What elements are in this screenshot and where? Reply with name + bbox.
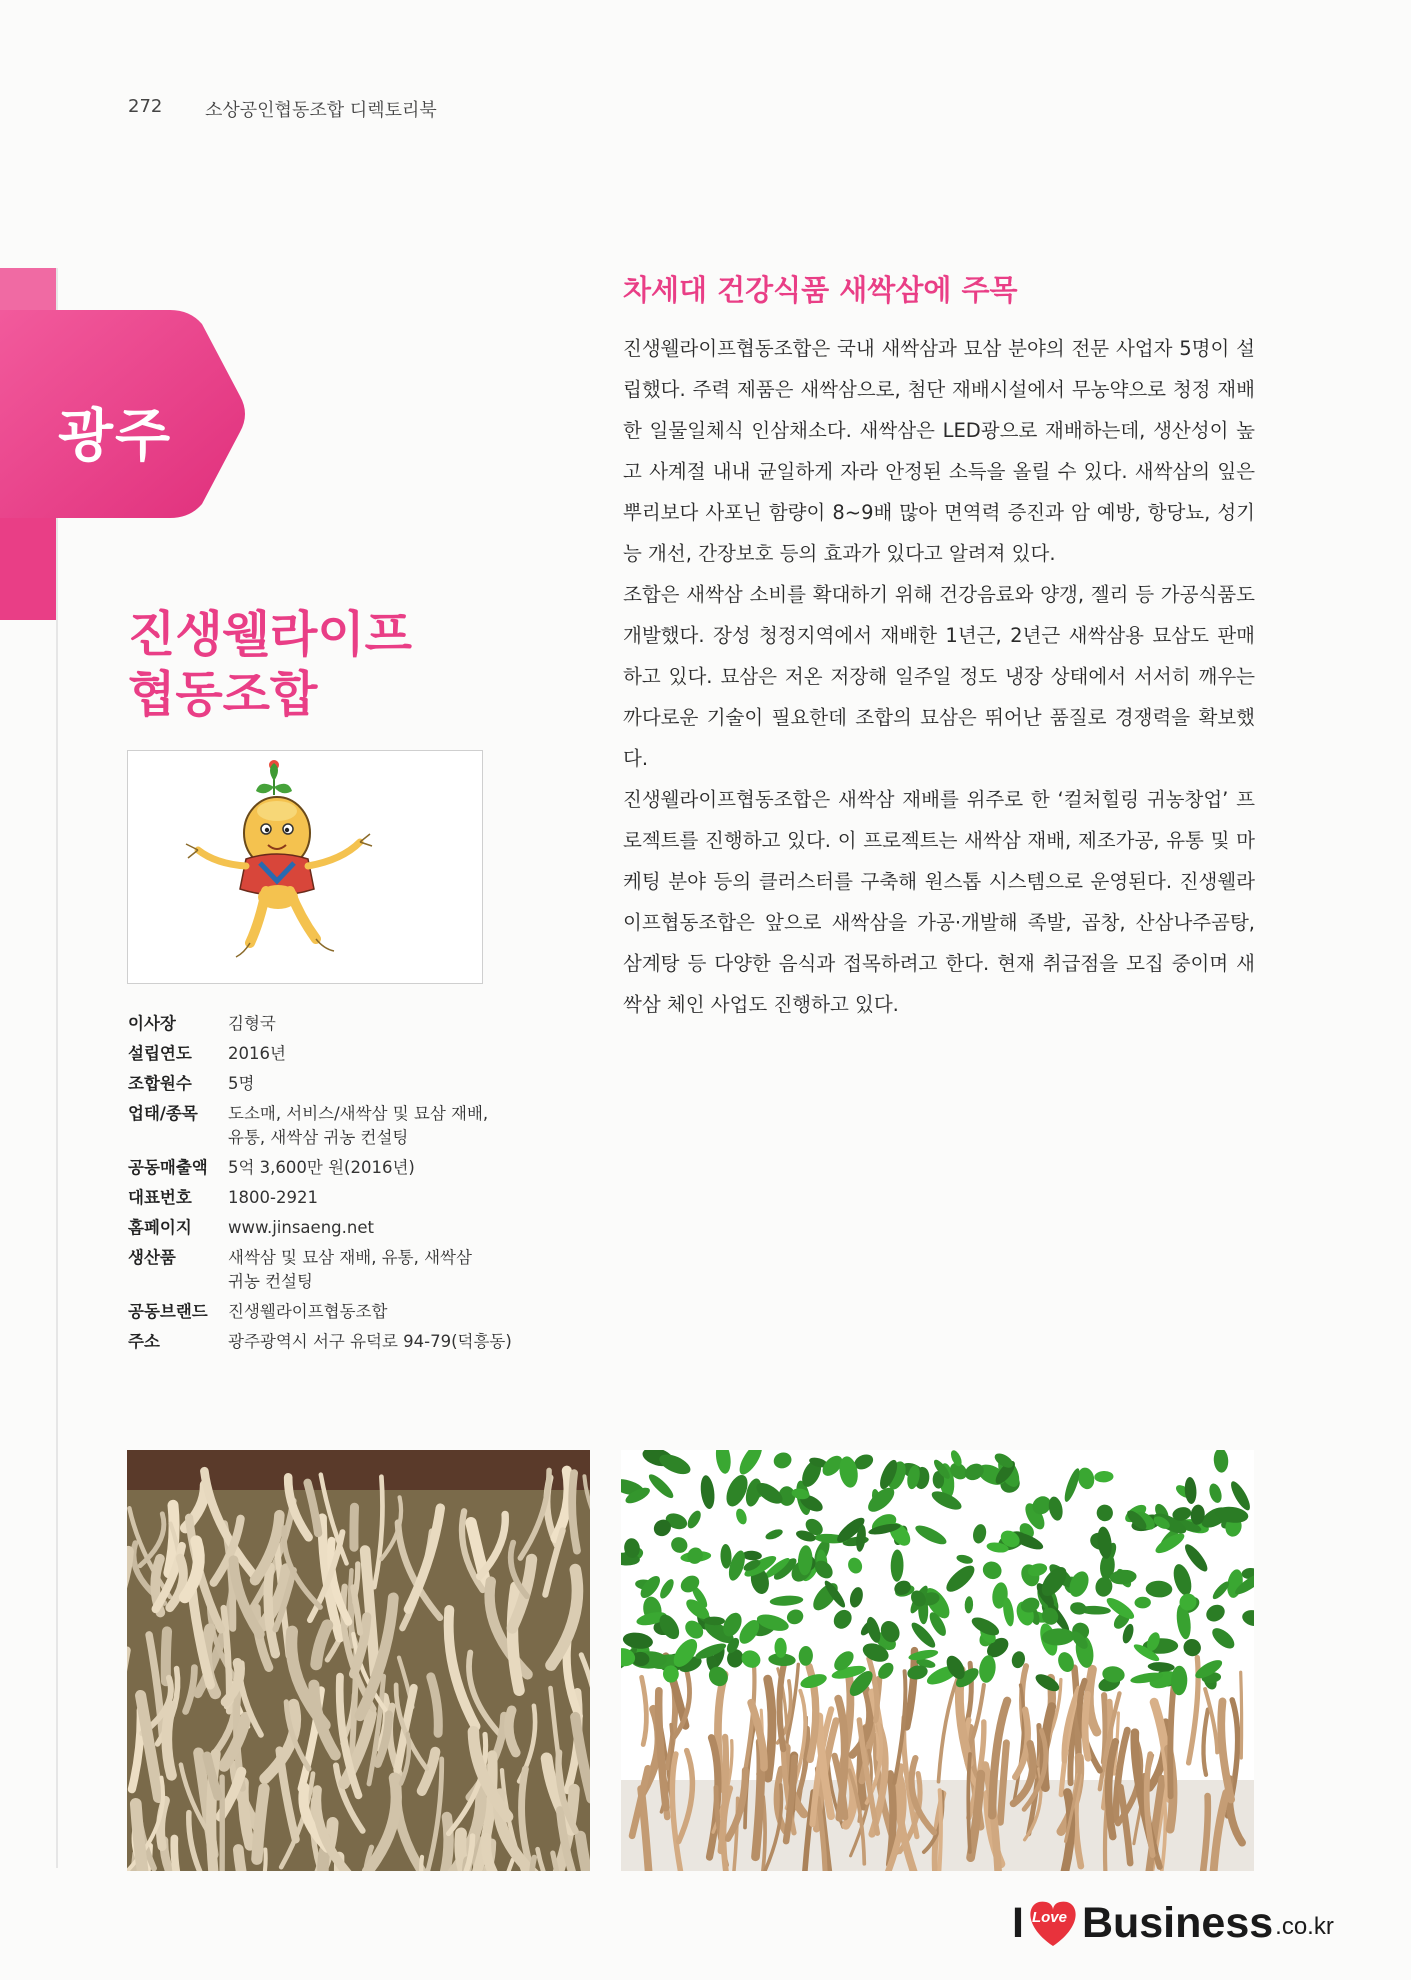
- ginseng-sprouts-photo: [621, 1450, 1254, 1871]
- info-row-brand: [128, 1300, 558, 1324]
- ginseng-sprouts-image: [621, 1450, 1254, 1871]
- info-row-business-type: [128, 1102, 558, 1150]
- info-row-homepage: [128, 1216, 558, 1240]
- logo-box: [127, 750, 483, 984]
- article-title: 차세대 건강식품 새싹삼에 주목: [623, 273, 1018, 307]
- info-value-line2: 유통, 새싹삼 귀농 컨설팅: [228, 1128, 409, 1147]
- info-value: [228, 1246, 558, 1294]
- info-label: 설립연도: [128, 1044, 192, 1063]
- coop-name-line2: 협동조합: [128, 666, 318, 723]
- info-row-products: [128, 1246, 558, 1294]
- homepage-link[interactable]: www.jinsaeng.net: [228, 1218, 374, 1237]
- article-body: [623, 328, 1255, 1025]
- ginseng-roots-image: [127, 1450, 590, 1871]
- info-label: 업태/종목: [128, 1104, 198, 1123]
- ginseng-roots-photo: [127, 1450, 590, 1871]
- info-value-line1: 도소매, 서비스/새싹삼 및 묘삼 재배,: [228, 1104, 489, 1123]
- info-label: 생산품: [128, 1248, 176, 1267]
- brand-logo: [1012, 1898, 1334, 1948]
- region-label: 광주: [58, 403, 173, 469]
- info-row-founded: [128, 1042, 558, 1066]
- heart-icon: [1026, 1898, 1080, 1948]
- article-paragraph: 진생웰라이프협동조합은 새싹삼 재배를 위주로 한 ‘컬처힐링 귀농창업’ 프로젝트를 진행하고 있다. 이 프로젝트는 새싹삼 재배, 제조가공, 유통 및 마케팅 분야 등의 클러스터를 구축해 원스톱 시스템으로 운영된다. 진생웰라이프협동조합은 앞으로 새싹삼을 가공·개발해 족발, 곱창, 산삼나주곰탕, 삼계탕 등 다양한 음식과 접목하려고 한다. 현재 취급점을 모집 중이며 새싹삼 체인 사업도 진행하고 있다.: [623, 788, 1255, 1016]
- brand-domain: .co.kr: [1275, 1913, 1334, 1940]
- info-value-line2: 귀농 컨설팅: [228, 1272, 313, 1291]
- info-value: 2016년: [228, 1044, 286, 1063]
- info-value: 광주광역시 서구 유덕로 94-79(덕흥동): [228, 1332, 512, 1351]
- info-row-sales: [128, 1156, 558, 1180]
- info-value: 1800-2921: [228, 1188, 318, 1207]
- info-label: 이사장: [128, 1014, 176, 1033]
- info-label: 대표번호: [128, 1188, 192, 1207]
- article-paragraph: 조합은 새싹삼 소비를 확대하기 위해 건강음료와 양갱, 젤리 등 가공식품도 개발했다. 장성 청정지역에서 재배한 1년근, 2년근 새싹삼용 묘삼도 판매하고 있다. 묘삼은 저온 저장해 일주일 정도 냉장 상태에서 서서히 깨우는 까다로운 기술이 필요한데 조합의 묘삼은 뛰어난 품질로 경쟁력을 확보했다.: [623, 583, 1255, 770]
- info-label: 공동매출액: [128, 1158, 208, 1177]
- ginseng-mascot-icon: [128, 751, 482, 983]
- info-row-members: [128, 1072, 558, 1096]
- coop-name: [128, 605, 412, 725]
- brand-love: Love: [1031, 1909, 1067, 1926]
- info-value-line1: 새싹삼 및 묘삼 재배, 유통, 새싹삼: [228, 1248, 472, 1267]
- brand-business: Business: [1081, 1898, 1274, 1947]
- info-row-chairman: [128, 1012, 558, 1036]
- info-value: 5명: [228, 1074, 255, 1093]
- info-label: 공동브랜드: [128, 1302, 208, 1321]
- article-paragraph: 진생웰라이프협동조합은 국내 새싹삼과 묘삼 분야의 전문 사업자 5명이 설립했다. 주력 제품은 새싹삼으로, 첨단 재배시설에서 무농약으로 청정 재배한 일물일체식 인삼채소다. 새싹삼은 LED광으로 재배하는데, 생산성이 높고 사계절 내내 균일하게 자라 안정된 소득을 올릴 수 있다. 새싹삼의 잎은 뿌리보다 사포닌 함량이 8~9배 많아 면역력 증진과 암 예방, 항당뇨, 성기능 개선, 간장보호 등의 효과가 있다고 알려져 있다.: [623, 337, 1255, 565]
- info-table: [128, 1012, 558, 1360]
- info-value: 김형국: [228, 1014, 276, 1033]
- info-row-address: [128, 1330, 558, 1354]
- region-tab: [0, 268, 255, 620]
- book-title: 소상공인협동조합 디렉토리북: [205, 100, 437, 121]
- info-label: 주소: [128, 1332, 160, 1351]
- info-label: 홈페이지: [128, 1218, 192, 1237]
- info-value: 5억 3,600만 원(2016년): [228, 1158, 415, 1177]
- info-value: [228, 1102, 558, 1150]
- info-row-phone: [128, 1186, 558, 1210]
- page-number: 272: [128, 96, 163, 117]
- info-value: 진생웰라이프협동조합: [228, 1302, 388, 1321]
- brand-i: I: [1012, 1898, 1024, 1947]
- info-label: 조합원수: [128, 1074, 192, 1093]
- coop-name-line1: 진생웰라이프: [128, 606, 413, 663]
